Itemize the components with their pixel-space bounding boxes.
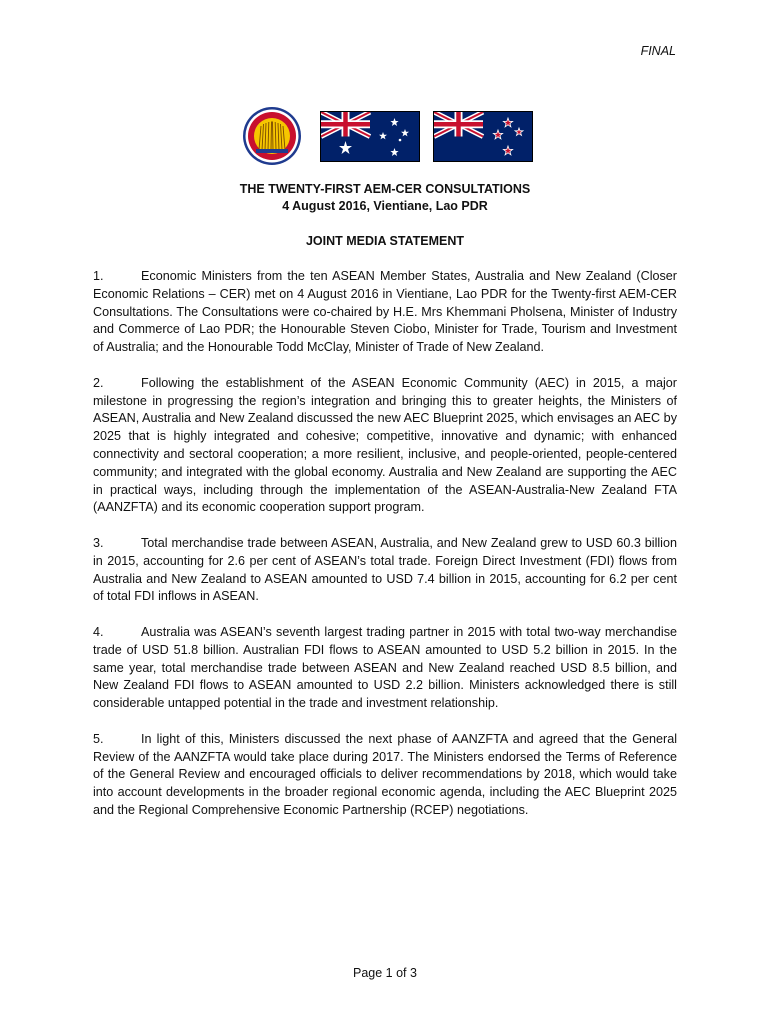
paragraph-text: Economic Ministers from the ten ASEAN Member States, Australia and New Zealand (Closer Economic Relations – CER) met on 4 August 2016 in Vientiane, Lao PDR for the Twenty-first AEM-CER Consultations. The Consultations were co-chaired by H.E. Mrs Khemmani Pholsena, Minister of Industry and Commerce of Lao PDR; the Honourable Steven Ciobo, Minister for Trade, Tourism and Investment of Australia; and the Honourable Todd McClay, Minister of Trade of New Zealand. (93, 269, 677, 355)
paragraph-number: 1. (93, 269, 104, 283)
paragraph (93, 535, 677, 606)
statement-title: JOINT MEDIA STATEMENT (305, 234, 465, 248)
paragraph-number: 3. (93, 535, 104, 550)
paragraph-number: 5. (93, 731, 104, 746)
paragraph (93, 268, 677, 357)
paragraph-text: Total merchandise trade between ASEAN, Australia, and New Zealand grew to USD 60.3 billion in 2015, accounting for 2.6 per cent of ASEAN’s total trade. Foreign Direct Investment (FDI) flows from Australia and New Zealand to ASEAN amounted to USD 7.4 billion in 2015, accounting for 6.2 per cent of total FDI inflows in ASEAN. (93, 535, 677, 604)
title-block (0, 181, 770, 215)
asean-emblem-icon (242, 106, 302, 166)
meeting-date-location: 4 August 2016, Vientiane, Lao PDR (282, 199, 488, 213)
paragraph (93, 375, 677, 517)
statement-body (93, 268, 677, 838)
paragraph-text: In light of this, Ministers discussed the next phase of AANZFTA and agreed that the General Review of the AANZFTA would take place during 2017. The Ministers endorsed the Terms of Reference of the General Review and encouraged officials to deliver recommendations by 2018, which would take into account developments in the broader regional economic agenda, including the AEC Blueprint 2025 and the Regional Comprehensive Economic Partnership (RCEP) negotiations. (93, 731, 677, 817)
paragraph (93, 731, 677, 820)
document-status-label: FINAL (640, 44, 676, 58)
paragraph-number: 4. (93, 624, 104, 639)
paragraph-text: Australia was ASEAN’s seventh largest trading partner in 2015 with total two-way merchandise trade of USD 51.8 billion. Australian FDI flows to ASEAN amounted to USD 5.2 billion in 2015. In the same year, total merchandise trade between ASEAN and New Zealand reached USD 8.5 billion, and New Zealand FDI flows to ASEAN amounted to USD 2.2 billion. Ministers acknowledged there is still considerable untapped potential in the trade and investment relationship. (93, 624, 677, 711)
page-number: Page 1 of 3 (353, 966, 417, 980)
new-zealand-flag-icon (433, 111, 533, 162)
meeting-title: THE TWENTY-FIRST AEM-CER CONSULTATIONS (239, 182, 531, 196)
logo-row (242, 106, 533, 166)
paragraph-text: Following the establishment of the ASEAN Economic Community (AEC) in 2015, a major milestone in progressing the region’s integration and bringing this to greater heights, the Ministers of ASEAN, Australia and New Zealand discussed the new AEC Blueprint 2025, which envisages an AEC by 2025 that is highly integrated and cohesive; competitive, innovative and dynamic; with enhanced connectivity and sectoral cooperation; a more resilient, inclusive, and people-oriented, people-centered community; and integrated with the global economy. Australia and New Zealand are supporting the AEC in practical ways, including through the implementation of the ASEAN-Australia-New Zealand FTA (AANZFTA) and its economic cooperation support program. (93, 375, 677, 515)
paragraph-number: 2. (93, 375, 104, 390)
paragraph (93, 624, 677, 713)
australia-flag-icon (320, 111, 420, 162)
